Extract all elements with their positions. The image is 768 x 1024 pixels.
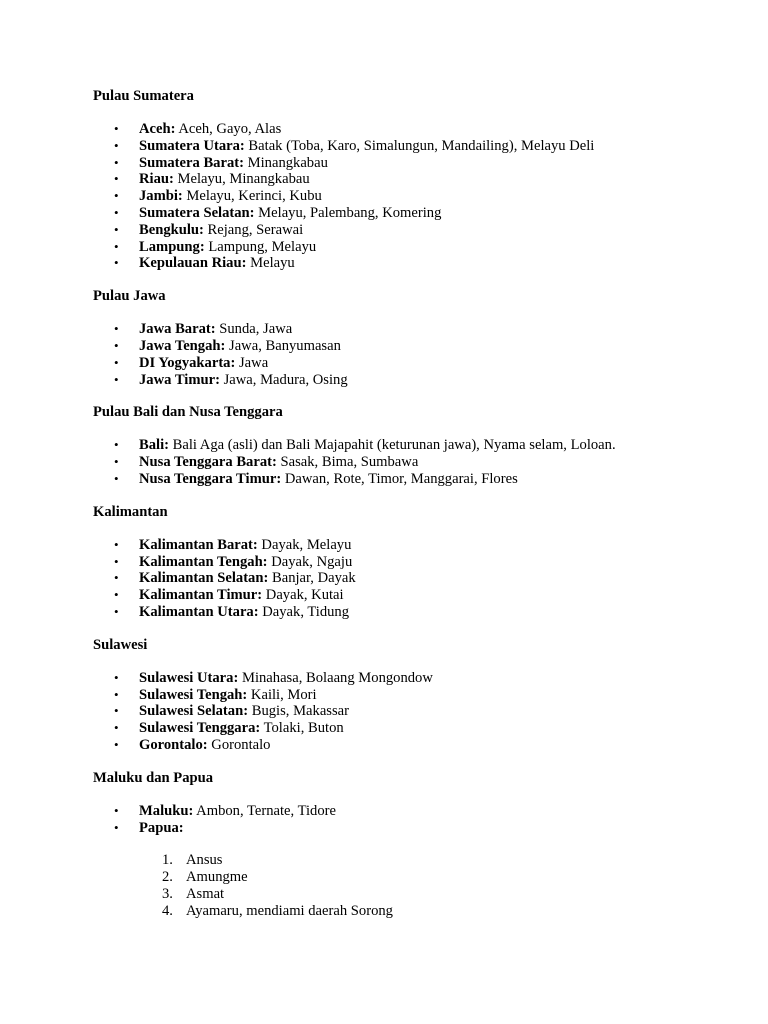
item-label: Gorontalo: <box>139 736 208 753</box>
numbered-item <box>93 886 733 903</box>
item-text: Ambon, Ternate, Tidore <box>193 802 336 819</box>
list-item <box>93 587 733 604</box>
bullet-icon: • <box>114 121 119 136</box>
list-item <box>93 437 733 454</box>
item-label: Jawa Barat: <box>139 321 216 338</box>
list-item <box>93 355 733 372</box>
item-text: Minahasa, Bolaang Mongondow <box>238 669 433 686</box>
item-label: Riau: <box>139 171 174 188</box>
list-item <box>93 321 733 338</box>
list-item <box>93 255 733 272</box>
item-label: Aceh: <box>139 121 176 137</box>
item-text: Ansus <box>186 852 223 869</box>
list-item <box>93 222 733 239</box>
bullet-icon: • <box>114 337 119 353</box>
item-label: Sumatera Barat: <box>139 154 244 171</box>
list-item <box>93 188 733 205</box>
bullet-icon: • <box>114 171 119 187</box>
section-heading: Maluku dan Papua <box>93 769 214 786</box>
document-page <box>93 88 733 920</box>
list-item <box>93 687 733 704</box>
item-text: Melayu, Palembang, Komering <box>254 204 442 221</box>
item-label: Kalimantan Selatan: <box>139 570 269 587</box>
bullet-icon: • <box>114 137 119 153</box>
bullet-icon: • <box>114 238 119 254</box>
list-item <box>93 703 733 720</box>
item-text: Dayak, Kutai <box>262 587 344 604</box>
item-text: Dawan, Rote, Timor, Manggarai, Flores <box>281 470 518 487</box>
item-text: Kaili, Mori <box>247 686 317 703</box>
list-item <box>93 372 733 389</box>
item-label: Maluku: <box>139 802 194 819</box>
bullet-list <box>93 537 733 621</box>
item-number: 2. <box>162 869 173 886</box>
numbered-item <box>93 852 733 869</box>
item-text: Melayu <box>246 255 295 272</box>
item-text: Gorontalo <box>207 736 271 753</box>
item-label: Kalimantan Tengah: <box>139 553 268 570</box>
list-item <box>93 604 733 621</box>
item-text: Batak (Toba, Karo, Simalungun, Mandailing), Melayu Deli <box>244 137 595 154</box>
item-text: Melayu, Kerinci, Kubu <box>182 188 322 205</box>
section-heading: Pulau Sumatera <box>93 88 194 104</box>
bullet-icon: • <box>114 454 119 470</box>
list-item <box>93 121 733 138</box>
item-label: Kepulauan Riau: <box>139 255 247 272</box>
bullet-icon: • <box>114 221 119 237</box>
bullet-list <box>93 437 733 487</box>
section-heading: Sulawesi <box>93 636 148 653</box>
list-item <box>93 554 733 571</box>
bullet-icon: • <box>114 154 119 170</box>
list-item <box>93 471 733 488</box>
item-label: Lampung: <box>139 238 205 255</box>
bullet-icon: • <box>114 703 119 719</box>
list-item <box>93 338 733 355</box>
item-label: Nusa Tenggara Timur: <box>139 470 282 487</box>
bullet-list <box>93 803 733 837</box>
bullet-icon: • <box>114 587 119 603</box>
list-item <box>93 171 733 188</box>
item-label: Jambi: <box>139 188 183 205</box>
item-label: Sumatera Utara: <box>139 137 245 154</box>
item-label: Bali: <box>139 437 169 454</box>
bullet-icon: • <box>114 536 119 552</box>
item-text: Sunda, Jawa <box>215 321 293 338</box>
section-heading: Kalimantan <box>93 503 168 520</box>
bullet-icon: • <box>114 470 119 486</box>
bullet-list <box>93 670 733 754</box>
item-text: Aceh, Gayo, Alas <box>175 121 282 137</box>
bullet-icon: • <box>114 669 119 685</box>
bullet-icon: • <box>114 686 119 702</box>
bullet-icon: • <box>114 720 119 736</box>
bullet-icon: • <box>114 736 119 752</box>
item-text: Dayak, Tidung <box>258 603 350 620</box>
item-text: Jawa, Madura, Osing <box>219 371 348 388</box>
list-item <box>93 537 733 554</box>
list-item <box>93 803 733 820</box>
item-text: Melayu, Minangkabau <box>173 171 310 188</box>
bullet-icon: • <box>114 437 119 453</box>
bullet-icon: • <box>114 371 119 387</box>
item-label: Sumatera Selatan: <box>139 204 255 221</box>
item-text: Jawa, Banyumasan <box>225 337 341 354</box>
item-text: Ayamaru, mendiami daerah Sorong <box>186 902 393 919</box>
list-item <box>93 205 733 222</box>
item-text: Tolaki, Buton <box>260 720 344 737</box>
numbered-item <box>93 869 733 886</box>
bullet-icon: • <box>114 255 119 271</box>
list-item <box>93 670 733 687</box>
list-item <box>93 239 733 256</box>
item-label: Kalimantan Utara: <box>139 603 259 620</box>
item-label: Jawa Tengah: <box>139 337 226 354</box>
section-heading: Pulau Jawa <box>93 288 166 305</box>
item-text: Dayak, Ngaju <box>267 553 353 570</box>
item-label: Sulawesi Tenggara: <box>139 720 261 737</box>
item-text: Asmat <box>186 885 225 902</box>
bullet-icon: • <box>114 819 119 835</box>
bullet-icon: • <box>114 553 119 569</box>
item-text: Jawa <box>235 354 269 371</box>
bullet-list <box>93 121 733 272</box>
section-heading: Pulau Bali dan Nusa Tenggara <box>93 404 283 421</box>
bullet-icon: • <box>114 321 119 337</box>
bullet-icon: • <box>114 204 119 220</box>
item-label: Sulawesi Utara: <box>139 669 239 686</box>
item-text: Minangkabau <box>243 154 328 171</box>
list-item <box>93 138 733 155</box>
item-label: Nusa Tenggara Barat: <box>139 454 277 471</box>
item-text: Sasak, Bima, Sumbawa <box>276 454 419 471</box>
item-number: 3. <box>162 885 173 902</box>
item-label: Sulawesi Selatan: <box>139 703 249 720</box>
item-number: 1. <box>162 852 173 869</box>
item-label: Sulawesi Tengah: <box>139 686 248 703</box>
item-text: Bugis, Makassar <box>248 703 349 720</box>
item-label: Kalimantan Timur: <box>139 587 263 604</box>
bullet-icon: • <box>114 188 119 204</box>
item-label: Bengkulu: <box>139 221 204 238</box>
numbered-list <box>93 852 733 919</box>
item-text: Rejang, Serawai <box>203 221 304 238</box>
list-item <box>93 454 733 471</box>
item-text: Dayak, Melayu <box>257 536 352 553</box>
item-label: Jawa Timur: <box>139 371 220 388</box>
numbered-item <box>93 903 733 920</box>
item-label: Kalimantan Barat: <box>139 536 258 553</box>
list-item <box>93 720 733 737</box>
bullet-icon: • <box>114 802 119 818</box>
list-item <box>93 820 733 837</box>
item-number: 4. <box>162 902 173 919</box>
bullet-list <box>93 321 733 388</box>
list-item <box>93 737 733 754</box>
item-label: DI Yogyakarta: <box>139 354 236 371</box>
item-text: Bali Aga (asli) dan Bali Majapahit (keturunan jawa), Nyama selam, Loloan. <box>169 437 616 454</box>
bullet-icon: • <box>114 603 119 619</box>
item-text: Amungme <box>186 869 248 886</box>
list-item <box>93 155 733 172</box>
item-label: Papua: <box>139 819 184 836</box>
bullet-icon: • <box>114 354 119 370</box>
item-text: Banjar, Dayak <box>268 570 356 587</box>
item-text: Lampung, Melayu <box>204 238 317 255</box>
list-item <box>93 570 733 587</box>
bullet-icon: • <box>114 570 119 586</box>
